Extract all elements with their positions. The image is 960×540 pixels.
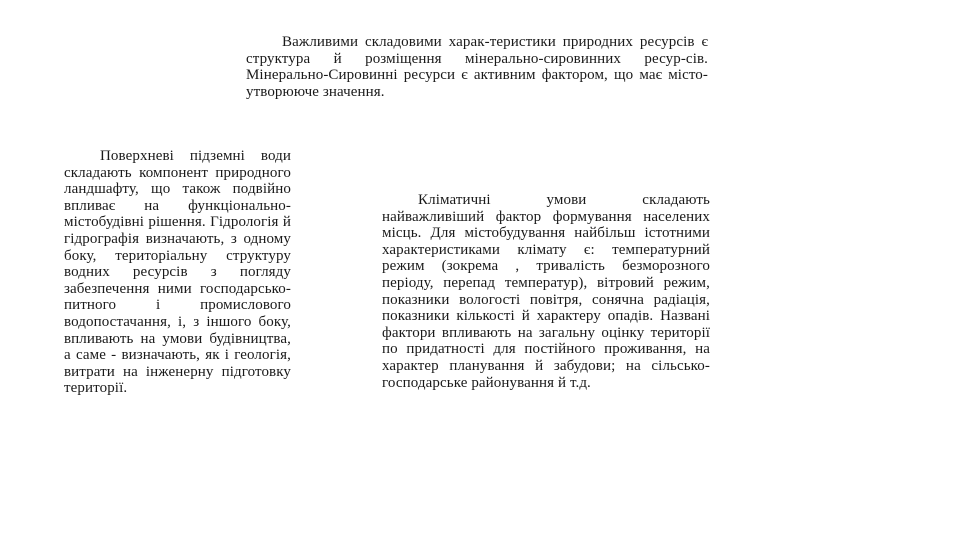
climate-conditions-paragraph: Кліматичні умови складають найважливіший фактор формування населених місць. Для містобудування найбільш істотними характеристиками клімату є: температурний режим (зокрема , тривалість безморозного періоду, перепад температур), вітровий режим, показники вологості повітря, сонячна радіація, показники кількості й характеру опадів. Названі фактори впливають на загальну оцінку території по придатності для постійного проживання, на характер планування й забудови; на сільсько-господарське районування й т.д. xyxy=(382,192,710,391)
intro-paragraph: Важливими складовими харак-теристики природних ресурсів є структура й розміщення мінерально-сировинних ресур-сів. Мінерально-Сировинні ресурси є активним фактором, що має місто-утворююче значення. xyxy=(246,34,708,100)
water-resources-paragraph: Поверхневі підземні води складають компонент природного ландшафту, що також подвійно впливає на функціонально-містобудівні рішення. Гідрологія й гідрографія визначають, з одному боку, територіальну структуру водних ресурсів з погляду забезпечення ними господарсько-питного і промислового водопостачання, і, з іншого боку, впливають на умови будівництва, а саме - визначають, як і геологія, витрати на інженерну підготовку території. xyxy=(64,148,291,397)
